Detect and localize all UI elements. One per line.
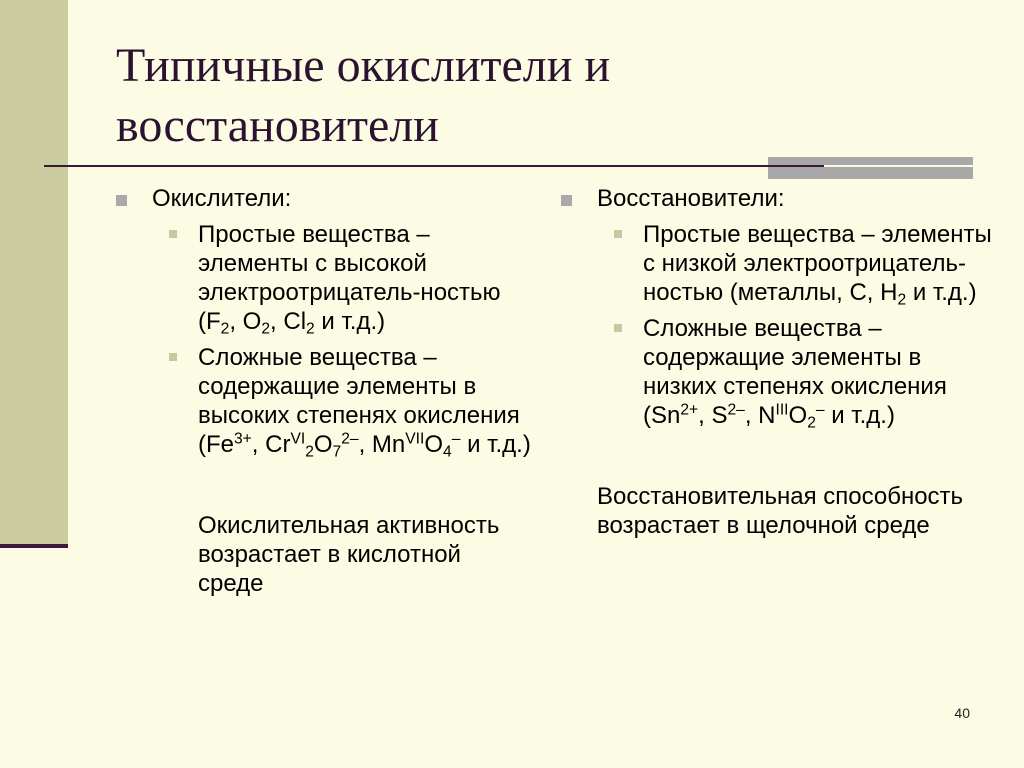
square-bullet-icon (561, 195, 572, 206)
page-number: 40 (954, 705, 970, 721)
square-bullet-icon (116, 195, 127, 206)
slide-title: Типичные окислители и восстановители (116, 39, 611, 152)
divider-accent-block-lower (768, 167, 973, 179)
square-bullet-icon (614, 230, 622, 238)
oxidizers-complex-item (112, 343, 532, 459)
oxidizers-complex-text: Сложные вещества – содержащие элементы в высоких степенях окисления ($Fe^{3+}$, $Cr^{VI}_2O_7^{2-}$, $Mn^{VII}O_4^-$ и т.д.) (198, 344, 531, 461)
oxidizers-simple-item (112, 220, 532, 336)
oxidizers-simple-text: Простые вещества – элементы с высокой электроотрицатель-ностью ($F_2$, $O_2$, $Cl_2$ и т.д.) (198, 221, 501, 338)
reducers-heading-item (557, 184, 997, 213)
square-bullet-icon (169, 230, 177, 238)
oxidizers-heading-item (112, 184, 532, 213)
reducers-complex-text: Сложные вещества – содержащие элементы в низких степенях окисления ($Sn^{2+}$, $S^{2-}$, $N^{III}O_2^-$ и т.д.) (643, 315, 947, 432)
divider-accent-block (768, 157, 973, 165)
oxidizers-column (112, 180, 532, 598)
oxidizers-note: Окислительная активность возрастает в кислотной среде (198, 512, 500, 597)
square-bullet-icon (614, 324, 622, 332)
reducers-simple-item (557, 220, 997, 307)
title-divider (44, 165, 824, 167)
reducers-note: Восстановительная способность возрастает в щелочной среде (597, 483, 964, 539)
reducers-complex-item (557, 314, 997, 430)
reducers-simple-text: Простые вещества – элементы с низкой электроотрицатель-ностью (металлы, C, $H_2$ и т.д.) (643, 221, 992, 309)
side-decor-bar (0, 544, 68, 548)
reducers-column (557, 180, 997, 540)
square-bullet-icon (169, 353, 177, 361)
oxidizers-heading: Окислители: (152, 185, 292, 212)
reducers-heading: Восстановители: (597, 185, 785, 212)
side-decor-strip (0, 0, 68, 544)
